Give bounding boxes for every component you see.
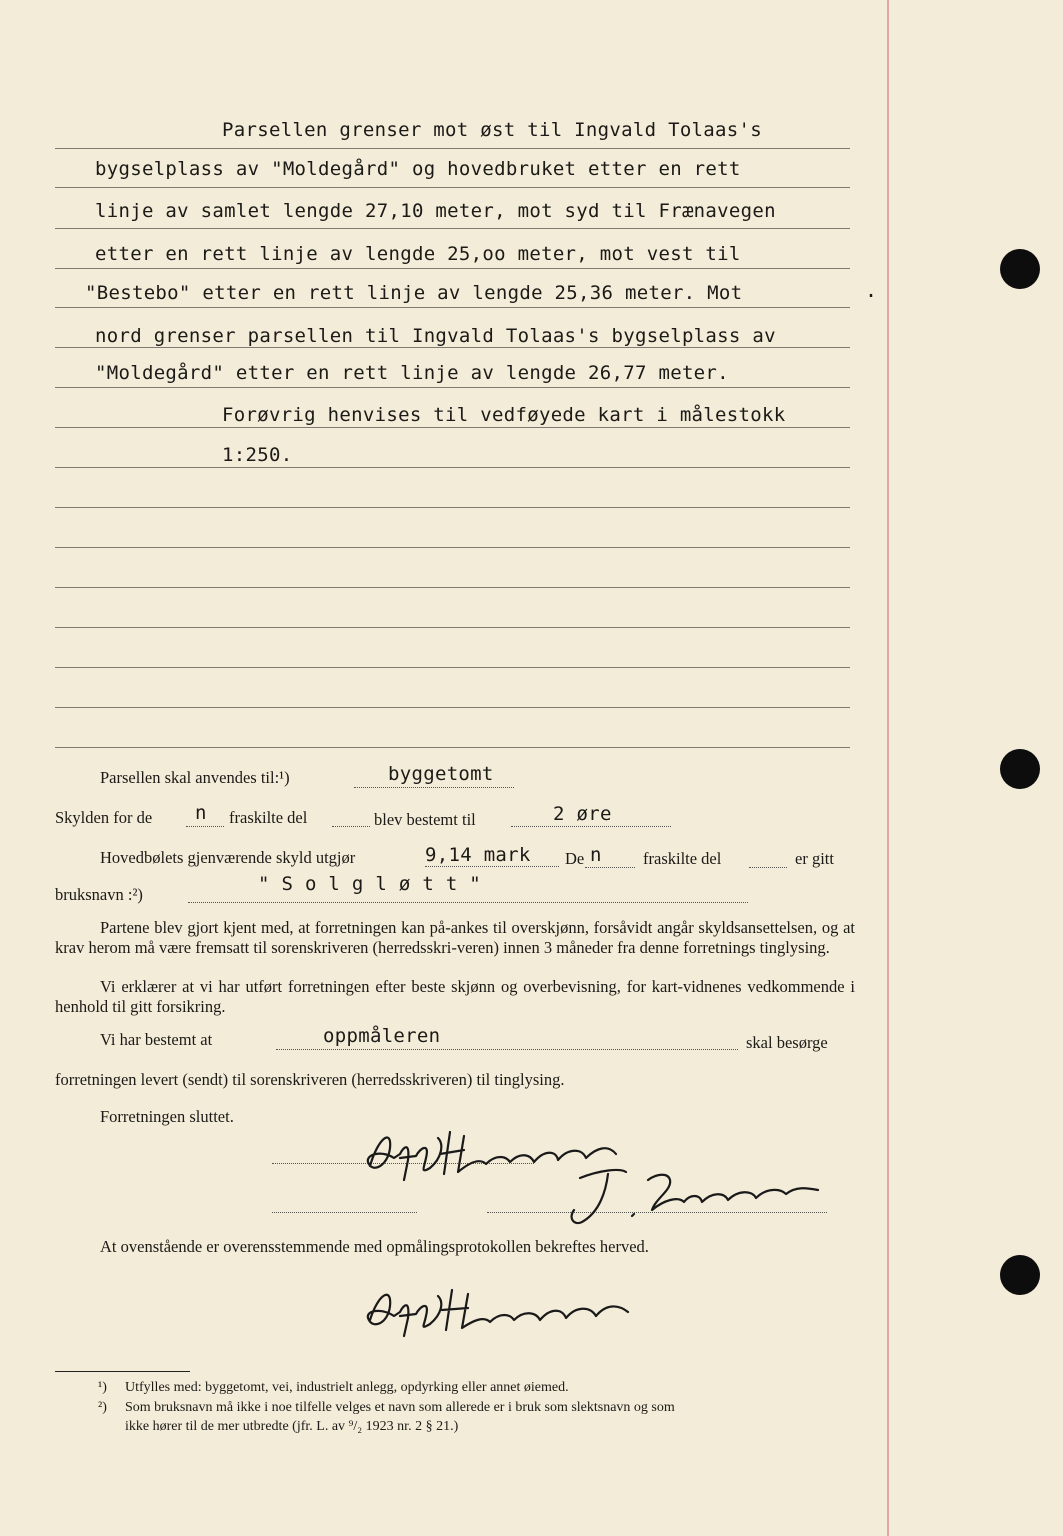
footnote-2-mark: ²)	[98, 1400, 107, 1415]
ruled-line	[55, 187, 850, 188]
tax-label-3: blev bestemt til	[374, 810, 476, 829]
tax-dotted-line-1	[186, 825, 224, 827]
typed-line-7: "Moldegård" etter en rett linje av lengde 26,77 meter.	[95, 362, 729, 384]
tax-value-2: 2 øre	[553, 803, 612, 825]
footnote-1-text: Utfylles med: byggetomt, vei, industrielt anlegg, opdyrking eller annet øiemed.	[125, 1380, 569, 1395]
ruled-line	[55, 507, 850, 508]
remaining-label-1: Hovedbølets gjenværende skyld utgjør	[100, 848, 356, 867]
typed-line-9: 1:250.	[222, 444, 293, 466]
footnote-1-mark: ¹)	[98, 1380, 107, 1395]
tax-dotted-line-2	[332, 825, 370, 827]
remaining-value-1: 9,14 mark	[425, 844, 531, 866]
footnote-separator	[55, 1371, 190, 1372]
ruled-line	[55, 148, 850, 149]
certifier-signature	[360, 1280, 640, 1344]
ruled-line	[55, 707, 850, 708]
ruled-line	[55, 427, 850, 428]
remaining-label-3: fraskilte del	[643, 849, 722, 868]
remaining-value-2: n	[590, 844, 602, 866]
tax-dotted-line-3	[511, 825, 671, 827]
delivery-text: forretningen levert (sendt) til sorenskriveren (herredsskriveren) til tinglysing.	[55, 1070, 565, 1089]
binder-hole-middle	[1000, 749, 1040, 789]
margin-line	[887, 0, 889, 1536]
tax-label-2: fraskilte del	[229, 808, 308, 827]
ruled-line	[55, 547, 850, 548]
ruled-line	[55, 347, 850, 348]
typed-line-1: Parsellen grenser mot øst til Ingvald Tolaas's	[222, 119, 762, 141]
responsible-dotted-line	[276, 1048, 738, 1050]
typed-line-2: bygselplass av "Moldegård" og hovedbruket etter en rett	[95, 158, 741, 180]
ruled-line	[55, 747, 850, 748]
usage-label: Parsellen skal anvendes til:¹)	[100, 768, 290, 787]
tax-label-1: Skylden for de	[55, 808, 153, 827]
footnote-2-text: Som bruksnavn må ikke i noe tilfelle velges et navn som allerede er i bruk som slektsnavn og som	[125, 1400, 675, 1415]
name-dotted-line	[188, 901, 748, 903]
margin-mark: .	[865, 278, 878, 302]
usage-dotted-line	[354, 786, 514, 788]
typed-line-3: linje av samlet lengde 27,10 meter, mot syd til Frænavegen	[95, 200, 776, 222]
remaining-dotted-line-3	[749, 866, 787, 868]
ruled-line	[55, 387, 850, 388]
objection-paragraph: Partene blev gjort kjent med, at forretningen kan på-ankes til overskjønn, forsåvidt angår skyldsansettelsen, og at krav herom må være fremsatt til sorenskriveren (herredsskri-veren) innen 3 måneder fra denne forretnings tinglysing.	[55, 918, 855, 957]
responsible-label-1: Vi har bestemt at	[100, 1030, 213, 1049]
responsible-label-2: skal besørge	[746, 1033, 828, 1052]
remaining-label-2: De	[565, 849, 585, 868]
ruled-line	[55, 467, 850, 468]
remaining-dotted-line-2	[585, 866, 635, 868]
declaration-paragraph: Vi erklærer at vi har utført forretningen efter beste skjønn og overbevisning, for kart-vidnenes vedkommende i henhold til gitt forsikring.	[55, 977, 855, 1016]
binder-hole-top	[1000, 249, 1040, 289]
ruled-line	[55, 307, 850, 308]
ruled-line	[55, 627, 850, 628]
typed-line-8: Forøvrig henvises til vedføyede kart i målestokk	[222, 404, 786, 426]
footnote-2-continuation: ikke hører til de mer utbredte (jfr. L. av ⁹/₂ 1923 nr. 2 § 21.)	[125, 1419, 459, 1434]
responsible-value: oppmåleren	[323, 1025, 441, 1047]
signature-line-2a	[272, 1211, 417, 1213]
ruled-line	[55, 667, 850, 668]
ruled-line	[55, 228, 850, 229]
ruled-line	[55, 587, 850, 588]
name-value: " S o l g l ø t t "	[258, 873, 482, 895]
tax-value-1: n	[195, 802, 207, 824]
usage-value: byggetomt	[388, 763, 494, 785]
closing-text: Forretningen sluttet.	[100, 1107, 234, 1126]
signature-2	[560, 1160, 830, 1230]
ruled-line	[55, 268, 850, 269]
certification-text: At ovenstående er overensstemmende med opmålingsprotokollen bekreftes herved.	[100, 1237, 649, 1256]
binder-hole-bottom	[1000, 1255, 1040, 1295]
name-label: bruksnavn :²)	[55, 885, 143, 904]
remaining-label-4: er gitt	[795, 849, 834, 868]
typed-line-6: nord grenser parsellen til Ingvald Tolaas's bygselplass av	[95, 325, 776, 347]
typed-line-5: "Bestebo" etter en rett linje av lengde 25,36 meter. Mot	[85, 282, 743, 304]
typed-line-4: etter en rett linje av lengde 25,oo meter, mot vest til	[95, 243, 741, 265]
